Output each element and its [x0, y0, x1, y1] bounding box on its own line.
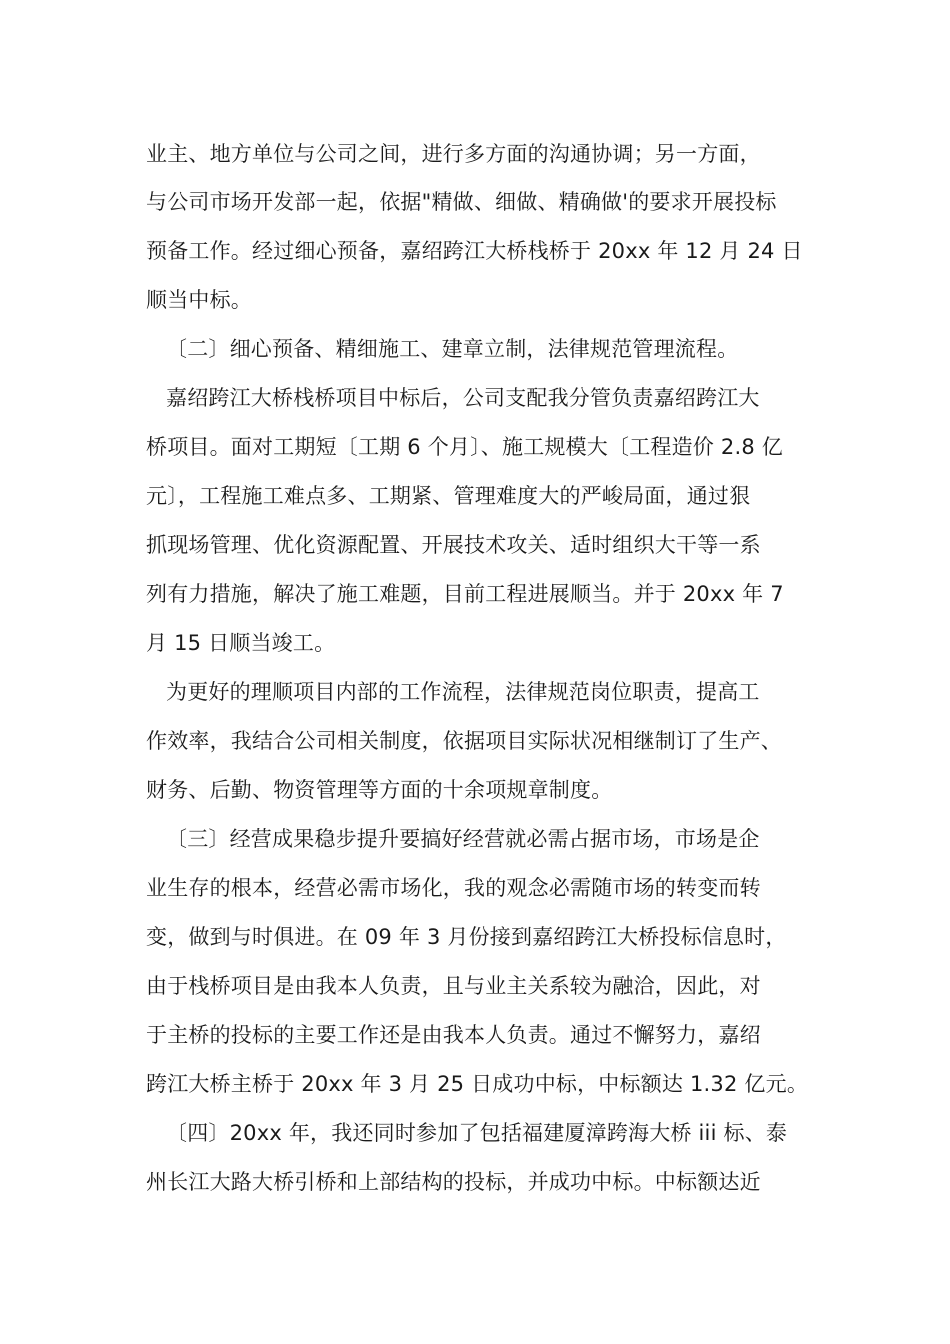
text-line: 为更好的理顺项目内部的工作流程，法律规范岗位职责，提高工 — [166, 680, 760, 704]
text-line: 跨江大桥主桥于 20xx 年 3 月 25 日成功中标，中标额达 1.32 亿元。 — [146, 1072, 809, 1096]
text-line: 抓现场管理、优化资源配置、开展技术攻关、适时组织大干等一系 — [146, 533, 761, 557]
text-line: 业主、地方单位与公司之间，进行多方面的沟通协调；另一方面， — [146, 142, 761, 166]
text-line: 州长江大路大桥引桥和上部结构的投标，并成功中标。中标额达近 — [146, 1170, 761, 1194]
text-line: 变，做到与时俱进。在 09 年 3 月份接到嘉绍跨江大桥投标信息时， — [146, 925, 787, 949]
paragraph-heading: 〔四〕20xx 年，我还同时参加了包括福建厦漳跨海大桥 iii 标、泰 — [166, 1121, 788, 1145]
text-line: 顺当中标。 — [146, 288, 252, 312]
text-line: 嘉绍跨江大桥栈桥项目中标后，公司支配我分管负责嘉绍跨江大 — [166, 386, 760, 410]
text-line: 业生存的根本，经营必需市场化，我的观念必需随市场的转变而转 — [146, 876, 761, 900]
text-line: 与公司市场开发部一起，依据"精做、细做、精确做'的要求开展投标 — [146, 190, 777, 214]
text-line: 作效率，我结合公司相关制度，依据项目实际状况相继制订了生产、 — [146, 729, 782, 753]
text-line: 桥项目。面对工期短〔工期 6 个月〕、施工规模大〔工程造价 2.8 亿 — [146, 435, 783, 459]
text-line: 由于栈桥项目是由我本人负责，且与业主关系较为融洽，因此，对 — [146, 974, 761, 998]
text-line: 预备工作。经过细心预备，嘉绍跨江大桥栈桥于 20xx 年 12 月 24 日 — [146, 239, 803, 263]
text-line: 月 15 日顺当竣工。 — [146, 631, 336, 655]
paragraph-heading: 〔三〕经营成果稳步提升要搞好经营就必需占据市场，市场是企 — [166, 827, 760, 851]
text-line: 元〕，工程施工难点多、工期紧、管理难度大的严峻局面，通过狠 — [146, 484, 751, 508]
text-line: 于主桥的投标的主要工作还是由我本人负责。通过不懈努力，嘉绍 — [146, 1023, 761, 1047]
text-line: 列有力措施，解决了施工难题，目前工程进展顺当。并于 20xx 年 7 — [146, 582, 784, 606]
paragraph-heading: 〔二〕细心预备、精细施工、建章立制，法律规范管理流程。 — [166, 337, 739, 361]
text-line: 财务、后勤、物资管理等方面的十余项规章制度。 — [146, 778, 613, 802]
